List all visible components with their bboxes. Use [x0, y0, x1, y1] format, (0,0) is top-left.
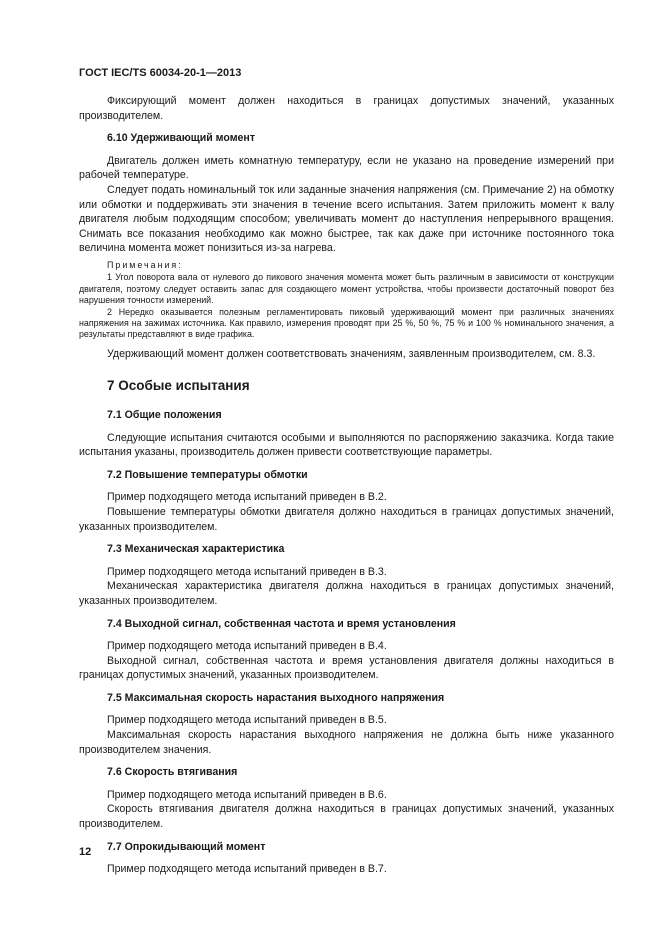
page-number: 12 — [79, 846, 92, 858]
paragraph: Пример подходящего метода испытаний приведен в В.3. — [107, 565, 387, 578]
document-body — [79, 94, 614, 877]
notes-block — [79, 260, 614, 341]
notes-title: Примечания: — [107, 259, 183, 270]
note-item: 1 Угол поворота вала от нулевого до пикового значения момента может быть различным в зависимости от конструкции двигателя, поэтому следует оставить запас для создающего момент устройства, чтобы произвести достаточный поворот без нарушения точности измерений. — [79, 272, 614, 306]
paragraph: Механическая характеристика двигателя должна находиться в границах допустимых значений, указанных производителем. — [79, 580, 614, 607]
paragraph: Повышение температуры обмотки двигателя должно находиться в границах допустимых значений, указанных производителем. — [79, 505, 614, 533]
section-heading: 7.3 Механическая характеристика — [107, 543, 285, 556]
paragraph: Пример подходящего метода испытаний приведен в В.2. — [107, 491, 387, 504]
section-heading: 7.4 Выходной сигнал, собственная частота и время установления — [107, 617, 456, 630]
paragraph: Пример подходящего метода испытаний приведен в В.6. — [107, 788, 387, 801]
paragraph: Двигатель должен иметь комнатную температуру, если не указано на проведение измерений при рабочей температуре. — [79, 154, 614, 182]
paragraph: Удерживающий момент должен соответствовать значениям, заявленным производителем, см. 8.3. — [107, 347, 596, 360]
section-heading: 7.5 Максимальная скорость нарастания выходного напряжения — [107, 691, 445, 704]
paragraph: Максимальная скорость нарастания выходного напряжения не должна быть ниже указанного производителем значения. — [79, 729, 614, 756]
note-item: 2 Нередко оказывается полезным регламентировать пиковый удерживающий момент при различных значениях напряжения на зажимах источника. Как правило, измерения проводят при 25 %, 50 %, 75 % и 100 % номинального значения, а результаты представляют в виде графика. — [79, 306, 614, 340]
paragraph: Пример подходящего метода испытаний приведен в В.4. — [107, 640, 387, 653]
paragraph: Скорость втягивания двигателя должна находиться в границах допустимых значений, указанных производителем. — [79, 803, 614, 831]
section-heading: 7.1 Общие положения — [107, 408, 222, 421]
paragraph: Пример подходящего метода испытаний приведен в В.7. — [107, 863, 387, 876]
chapter-heading: 7 Особые испытания — [107, 378, 250, 394]
paragraph: Выходной сигнал, собственная частота и время установления двигателя должны находиться в границах допустимых значений, указанных производителем. — [79, 654, 614, 682]
document-header: ГОСТ IEC/TS 60034-20-1—2013 — [79, 67, 242, 79]
section-heading: 7.7 Опрокидывающий момент — [107, 840, 266, 853]
paragraph: Пример подходящего метода испытаний приведен в В.5. — [107, 714, 387, 727]
paragraph: Следующие испытания считаются особыми и выполняются по распоряжению заказчика. Когда такие испытания указаны, производитель должен привести соответствующие параметры. — [79, 431, 614, 459]
section-heading: 7.2 Повышение температуры обмотки — [107, 468, 308, 481]
paragraph: Следует подать номинальный ток или заданные значения напряжения (см. Примечание 2) на обмотку или обмотки и поддерживать эти значения в течение всего испытания. Затем приложить момент к валу двигателя любым подходящим способом; увеличивать момент до наступления непрерывного вращения. Снимать все показания необходимо как можно быстрее, так как даже при источнике постоянного тока величина момента может понизиться из-за нагрева. — [79, 183, 614, 255]
section-heading: 7.6 Скорость втягивания — [107, 766, 238, 779]
paragraph: Фиксирующий момент должен находиться в границах допустимых значений, указанных производителем. — [79, 95, 614, 122]
section-heading: 6.10 Удерживающий момент — [107, 132, 256, 145]
